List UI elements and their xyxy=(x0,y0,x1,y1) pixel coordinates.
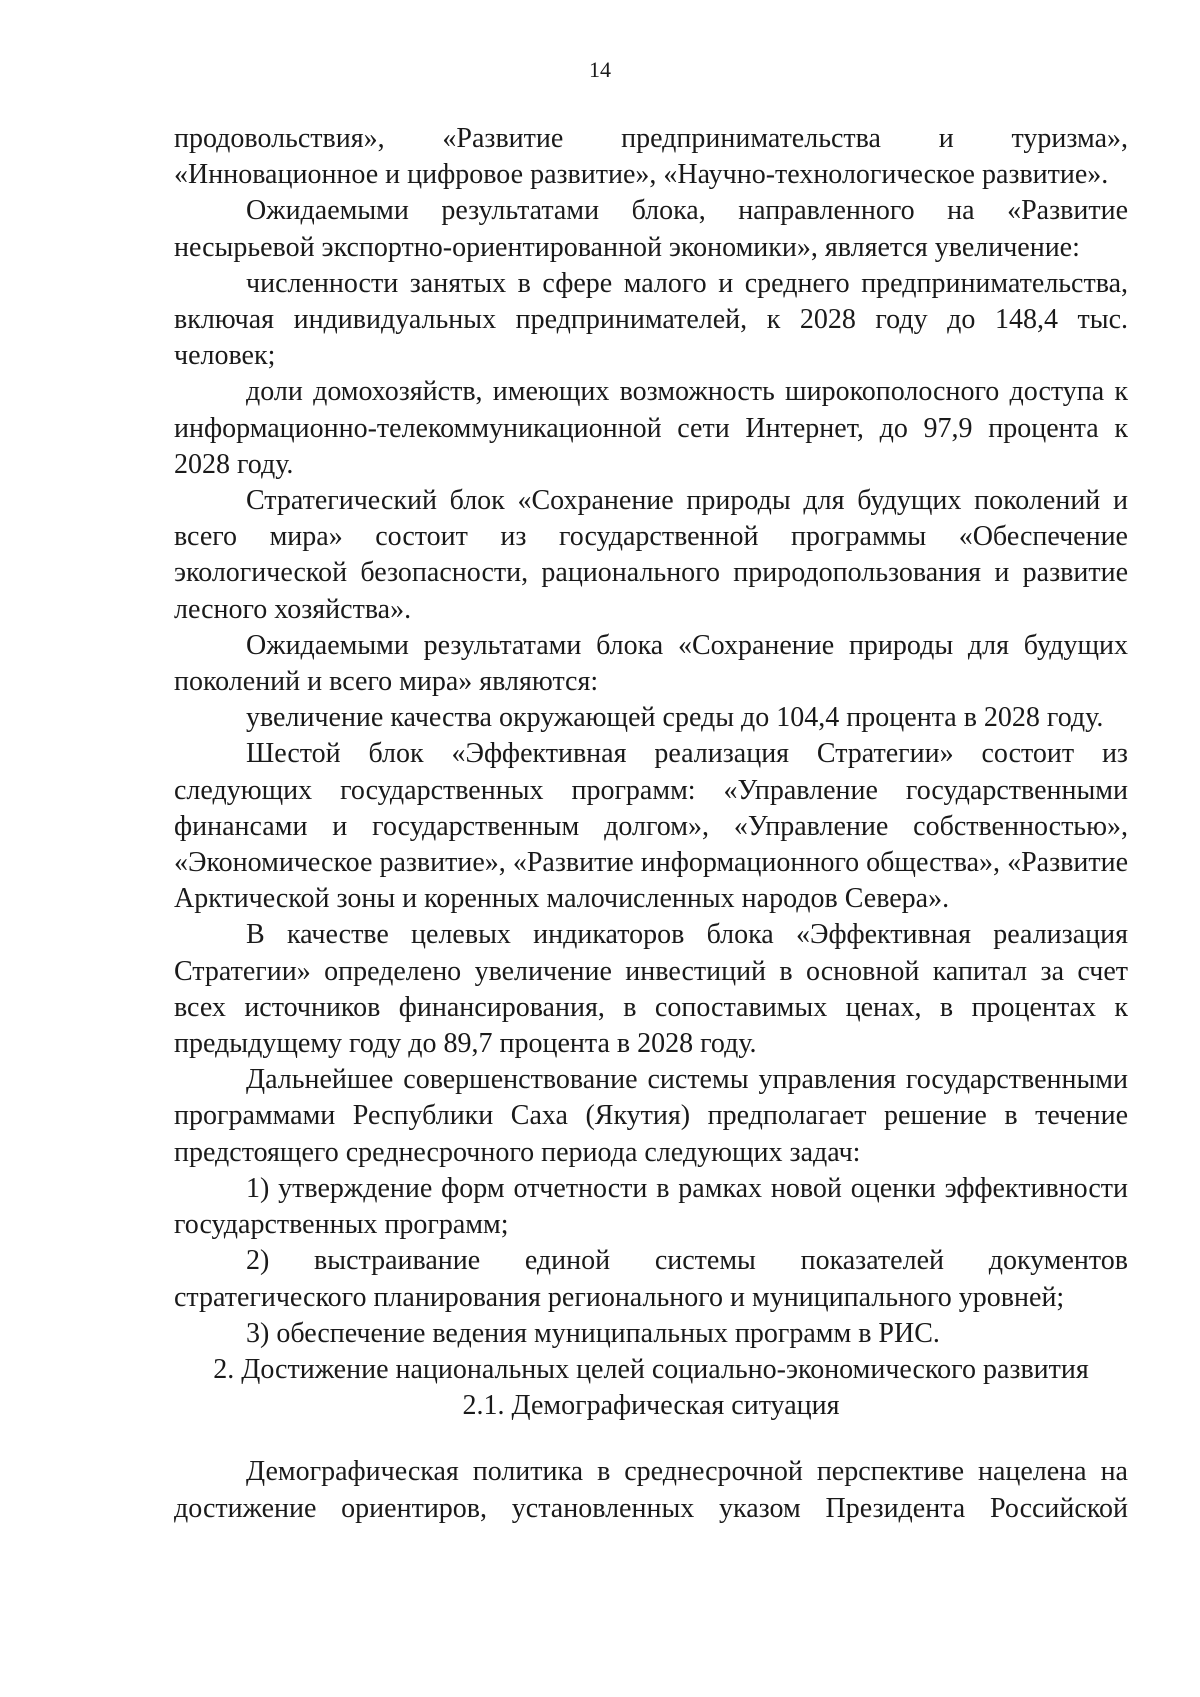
paragraph: продовольствия», «Развитие предпринимательства и туризма», «Инновационное и цифровое развитие», «Научно-технологическое развитие». xyxy=(174,123,1128,191)
list-item: 2) выстраивание единой системы показателей документов стратегического планирования регионального и муниципального уровней; xyxy=(174,1245,1128,1313)
paragraph: Шестой блок «Эффективная реализация Стратегии» состоит из следующих государственных программ: «Управление государственными финансами и государственным долгом», «Управление собственностью», «Экономическое развитие», «Развитие информационного общества», «Развитие Арктической зоны и коренных малочисленных народов Севера». xyxy=(174,738,1128,915)
page-number: 14 xyxy=(589,57,611,82)
paragraph: Дальнейшее совершенствование системы управления государственными программами Республики Саха (Якутия) предполагает решение в течение предстоящего среднесрочного периода следующих задач: xyxy=(174,1064,1128,1168)
paragraph: доли домохозяйств, имеющих возможность широкополосного доступа к информационно-телекоммуникационной сети Интернет, до 97,9 процента к 2028 году. xyxy=(174,376,1128,480)
paragraph: В качестве целевых индикаторов блока «Эффективная реализация Стратегии» определено увеличение инвестиций в основной капитал за счет всех источников финансирования, в сопоставимых ценах, в процентах к предыдущему году до 89,7 процента в 2028 году. xyxy=(174,919,1128,1060)
document-body xyxy=(174,121,1128,1527)
paragraph: Ожидаемыми результатами блока «Сохранение природы для будущих поколений и всего мира» являются: xyxy=(174,629,1128,698)
section-heading: 2. Достижение национальных целей социально-экономического развития xyxy=(213,1353,1089,1385)
paragraph: Демографическая политика в среднесрочной перспективе нацелена на достижение ориентиров, установленных указом Президента Российской xyxy=(174,1456,1128,1524)
list-item: 1) утверждение форм отчетности в рамках новой оценки эффективности государственных программ; xyxy=(174,1172,1128,1241)
paragraph: Стратегический блок «Сохранение природы для будущих поколений и всего мира» состоит из государственной программы «Обеспечение экологической безопасности, рационального природопользования и развитие лесного хозяйства». xyxy=(174,485,1128,625)
list-item: 3) обеспечение ведения муниципальных программ в РИС. xyxy=(246,1317,940,1349)
paragraph: Ожидаемыми результатами блока, направленного на «Развитие несырьевой экспортно-ориентированной экономики», является увеличение: xyxy=(174,195,1128,263)
paragraph: численности занятых в сфере малого и среднего предпринимательства, включая индивидуальных предпринимателей, к 2028 году до 148,4 тыс. человек; xyxy=(174,267,1128,372)
paragraph: увеличение качества окружающей среды до 104,4 процента в 2028 году. xyxy=(246,702,1104,734)
subsection-heading: 2.1. Демографическая ситуация xyxy=(462,1390,840,1422)
